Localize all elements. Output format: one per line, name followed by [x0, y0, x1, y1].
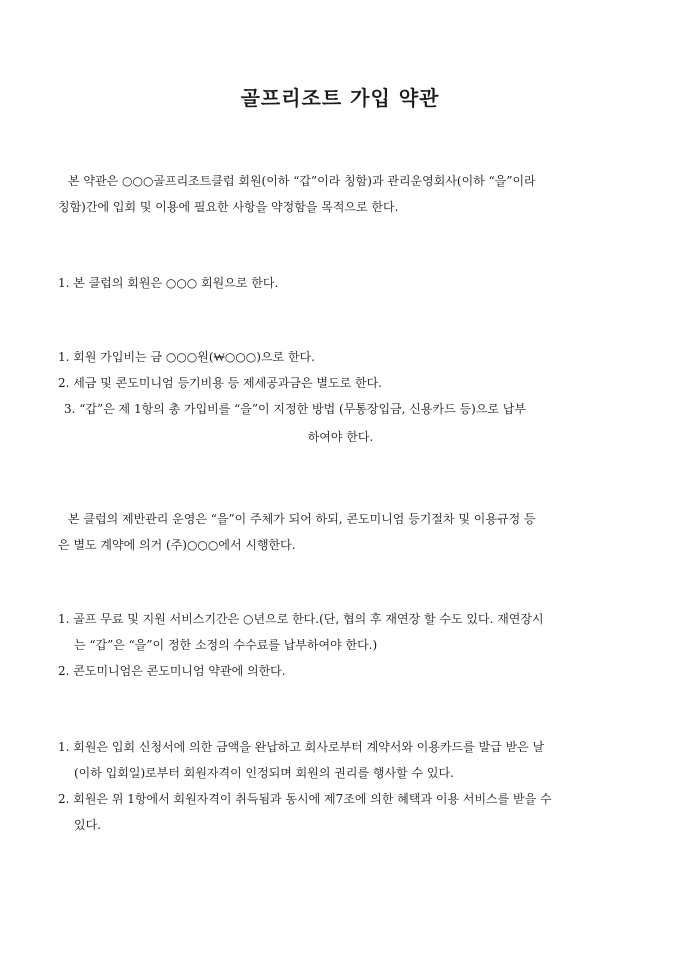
service-item-1-line-2: 는 “갑”은 “을”이 정한 소정의 수수료를 납부하여야 한다.)	[74, 638, 378, 652]
member-right-item-2-line-1: 2. 회원은 위 1항에서 회원자격이 취득됨과 동시에 제7조에 의한 혜택과 이용 서비스를 받을 수	[58, 792, 552, 806]
membership-type-item	[58, 270, 623, 296]
fee-item-2	[58, 370, 623, 396]
member-right-item-1-line-2: (이하 입회일)로부터 회원자격이 인정되며 회원의 권리를 행사할 수 있다.	[74, 766, 454, 780]
member-right-item-2-line-2: 있다.	[74, 818, 101, 832]
member-right-item-2	[58, 786, 623, 838]
fee-item-1-text: 1. 회원 가입비는 금 ○○○원(₩○○○)으로 한다.	[58, 350, 315, 364]
operation-line-1: 본 클럽의 제반관리 운영은 “을”이 주체가 되어 하되, 콘도미니엄 등기절차 및 이용규정 등	[68, 512, 536, 526]
fee-item-2-text: 2. 세금 및 콘도미니엄 등기비용 등 제세공과금은 별도로 한다.	[58, 376, 382, 390]
member-right-item-1	[58, 734, 623, 786]
fee-item-3-continuation	[58, 424, 623, 450]
membership-type-text: 1. 본 클럽의 회원은 ○○○ 회원으로 한다.	[58, 276, 279, 290]
fee-item-1	[58, 344, 623, 370]
service-item-2	[58, 658, 623, 684]
service-item-1-line-1: 1. 골프 무료 및 지원 서비스기간은 ○년으로 한다.(단, 협의 후 재연장 할 수도 있다. 재연장시	[58, 612, 544, 626]
preamble-paragraph	[58, 168, 623, 220]
operation-line-2: 은 별도 계약에 의거 (주)○○○에서 시행한다.	[58, 538, 296, 552]
preamble-line-1: 본 약관은 ○○○골프리조트클럽 회원(이하 “갑”이라 칭함)과 관리운영회사(이하 “을”이라	[68, 174, 536, 188]
service-item-1	[58, 606, 623, 658]
fee-item-3	[64, 396, 629, 422]
preamble-line-2: 칭함)간에 입회 및 이용에 필요한 사항을 약정함을 목적으로 한다.	[58, 200, 399, 214]
document-title: 골프리조트 가입 약관	[240, 86, 440, 110]
service-item-2-text: 2. 콘도미니엄은 콘도미니엄 약관에 의한다.	[58, 664, 286, 678]
operation-paragraph	[58, 506, 623, 558]
fee-item-3-line-1: 3. “갑”은 제 1항의 총 가입비를 “을”이 지정한 방법 (무통장입금, 신용카드 등)으로 납부	[64, 402, 526, 416]
fee-item-3-line-2: 하여야 한다.	[307, 430, 374, 444]
member-right-item-1-line-1: 1. 회원은 입회 신청서에 의한 금액을 완납하고 회사로부터 계약서와 이용카드를 발급 받은 날	[58, 740, 545, 754]
